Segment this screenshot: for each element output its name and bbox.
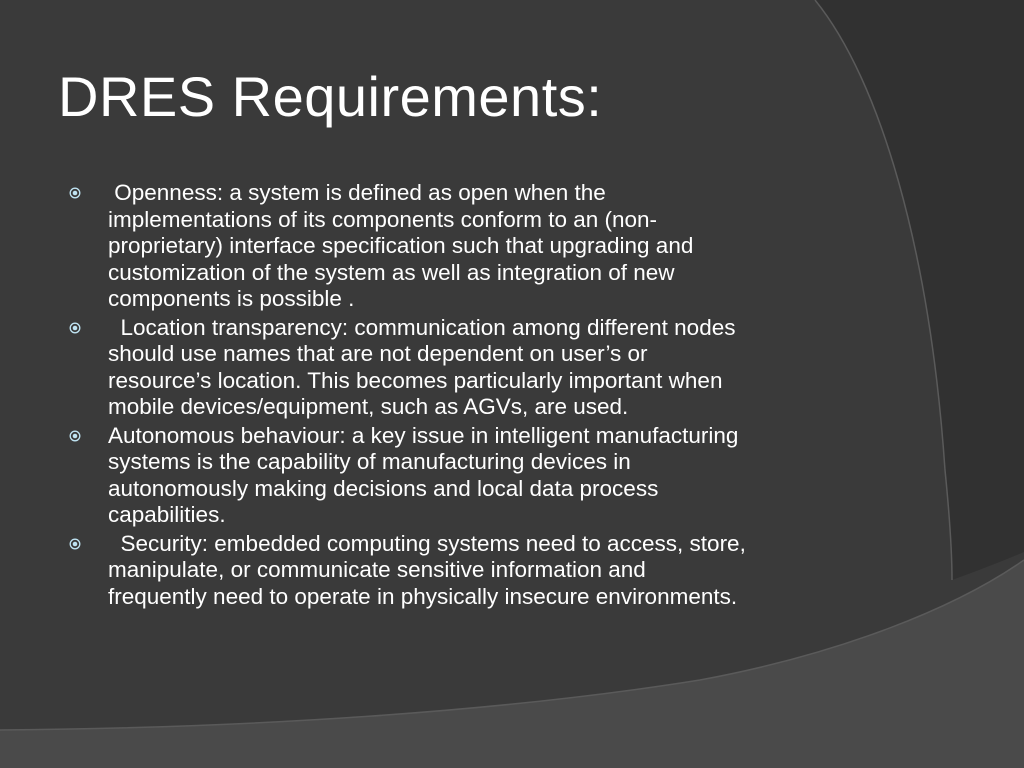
bullet-list	[108, 180, 898, 612]
bullet-item	[108, 180, 898, 313]
bullet-item	[108, 423, 898, 529]
bullet-text: Openness: a system is defined as open when the implementations of its components conform to an (non- proprietary) interface specification such that upgrading and customization of the system as well as integration of new components is possible .	[108, 180, 694, 311]
slide-title: DRES Requirements:	[58, 65, 603, 128]
bullet-text: Security: embedded computing systems need to access, store, manipulate, or communicate sensitive information and frequently need to operate in physically insecure environments.	[108, 530, 746, 609]
bullet-item	[108, 315, 898, 421]
circled-dot-icon	[69, 187, 81, 199]
bullet-text: Autonomous behaviour: a key issue in intelligent manufacturing systems is the capability of manufacturing devices in autonomously making decisions and local data process capabilities.	[108, 422, 739, 527]
circled-dot-icon	[69, 538, 81, 550]
bullet-text: Location transparency: communication among different nodes should use names that are not dependent on user’s or resource’s location. This becomes particularly important when mobile devices/equipment, such as AGVs, are used.	[108, 314, 736, 419]
circled-dot-icon	[69, 430, 81, 442]
circled-dot-icon	[69, 322, 81, 334]
bullet-item	[108, 531, 898, 611]
